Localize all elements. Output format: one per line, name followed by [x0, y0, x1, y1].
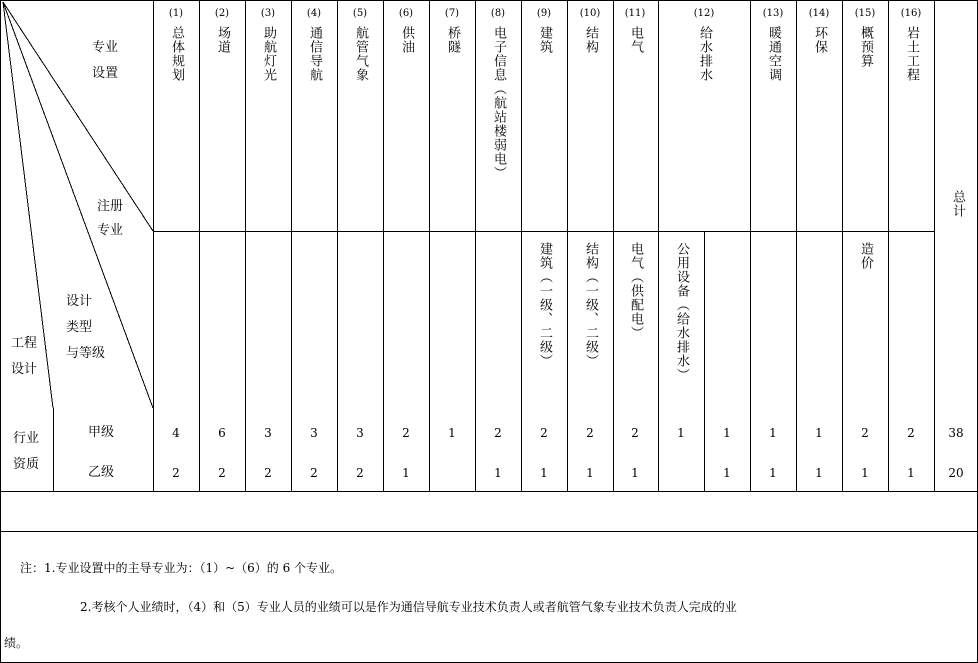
column-name: 总体规划: [169, 26, 184, 82]
grade-count: 2: [540, 426, 548, 440]
industry-label: 行业: [13, 431, 40, 446]
column-number: (1): [168, 8, 184, 19]
grade-count: 6: [218, 426, 226, 440]
column-name: 供油: [399, 26, 414, 54]
column-number: (11): [624, 8, 646, 19]
grade-label: 乙级: [88, 465, 115, 480]
column-number: (12): [693, 8, 715, 19]
grade-count: 2: [356, 466, 364, 480]
grade-count: 1: [631, 466, 639, 480]
grade-count: 2: [310, 466, 318, 480]
column-name: 概预算: [858, 26, 873, 68]
grade-count: 2: [264, 466, 272, 480]
column-name: 环保: [812, 26, 827, 54]
column-name: 建筑: [537, 26, 552, 54]
grade-count: 1: [815, 466, 823, 480]
grade-count: 2: [586, 426, 594, 440]
grade-count: 1: [586, 466, 594, 480]
engineering-label: 工程: [11, 336, 38, 351]
column-name: 场道: [215, 26, 230, 54]
column-name: 岩土工程: [904, 26, 919, 82]
industry-label-2: 资质: [13, 457, 40, 472]
grade-count: 3: [310, 426, 318, 440]
column-name: 结构: [583, 26, 598, 54]
column-number: (13): [762, 8, 784, 19]
registered-specialty: 公用设备（给水排水）: [674, 242, 689, 382]
grade-count: 4: [172, 426, 180, 440]
grade-count: 1: [723, 466, 731, 480]
column-number: (3): [260, 8, 276, 19]
engineering-label-2: 设计: [11, 362, 38, 377]
registered-specialty: 建筑（一级、二级）: [537, 242, 552, 368]
grade-count: 1: [402, 466, 410, 480]
column-name: 助航灯光: [261, 26, 276, 82]
total-label: 总计: [950, 190, 965, 218]
grade-count: 1: [907, 466, 915, 480]
design-label-3: 与等级: [66, 346, 106, 361]
column-number: (6): [398, 8, 414, 19]
column-name: 电气: [628, 26, 643, 54]
grade-count: 2: [402, 426, 410, 440]
note-line-3: 绩。: [4, 636, 29, 650]
design-label: 设计: [66, 294, 93, 309]
grade-count: 2: [172, 466, 180, 480]
column-number: (7): [444, 8, 460, 19]
registered-label: 注册: [97, 199, 124, 214]
grade-count: 2: [861, 426, 869, 440]
grade-count: 1: [494, 466, 502, 480]
registered-specialty: 电气（供配电）: [628, 242, 643, 340]
grade-label: 甲级: [88, 425, 115, 440]
grade-count: 2: [494, 426, 502, 440]
grade-count: 1: [540, 466, 548, 480]
grade-count: 3: [264, 426, 272, 440]
column-number: (5): [352, 8, 368, 19]
specialty-label-2: 设置: [92, 66, 119, 81]
column-number: (16): [900, 8, 922, 19]
grade-count: 1: [815, 426, 823, 440]
registered-label-2: 专业: [97, 223, 124, 238]
column-number: (2): [214, 8, 230, 19]
row-total: 20: [948, 466, 964, 480]
column-name: 给水排水: [697, 26, 712, 82]
grade-count: 1: [448, 426, 456, 440]
column-number: (15): [854, 8, 876, 19]
column-name: 电子信息（航站楼弱电）: [491, 26, 506, 180]
column-number: (9): [536, 8, 552, 19]
note-line-1: 注：1.专业设置中的主导专业为：（1）~（6）的 6 个专业。: [20, 561, 343, 575]
note-line-2: 2.考核个人业绩时，（4）和（5）专业人员的业绩可以是作为通信导航专业技术负责人或者航管气象专业技术负责人完成的业: [80, 600, 737, 614]
grade-count: 1: [769, 466, 777, 480]
registered-specialty: 结构（一级、二级）: [583, 242, 598, 368]
design-label-2: 类型: [66, 320, 93, 335]
column-number: (14): [808, 8, 830, 19]
column-number: (10): [579, 8, 601, 19]
column-name: 航管气象: [353, 26, 368, 82]
row-total: 38: [948, 426, 964, 440]
grade-count: 2: [907, 426, 915, 440]
grade-count: 1: [861, 466, 869, 480]
column-name: 通信导航: [307, 26, 322, 82]
registered-specialty: 造价: [858, 242, 873, 270]
column-number: (4): [306, 8, 322, 19]
column-name: 桥隧: [445, 26, 460, 54]
specialty-label: 专业: [92, 40, 119, 55]
grade-count: 2: [631, 426, 639, 440]
grade-count: 2: [218, 466, 226, 480]
grade-count: 3: [356, 426, 364, 440]
grade-count: 1: [723, 426, 731, 440]
column-number: (8): [490, 8, 506, 19]
column-name: 暖通空调: [766, 26, 781, 82]
grade-count: 1: [677, 426, 685, 440]
grade-count: 1: [769, 426, 777, 440]
